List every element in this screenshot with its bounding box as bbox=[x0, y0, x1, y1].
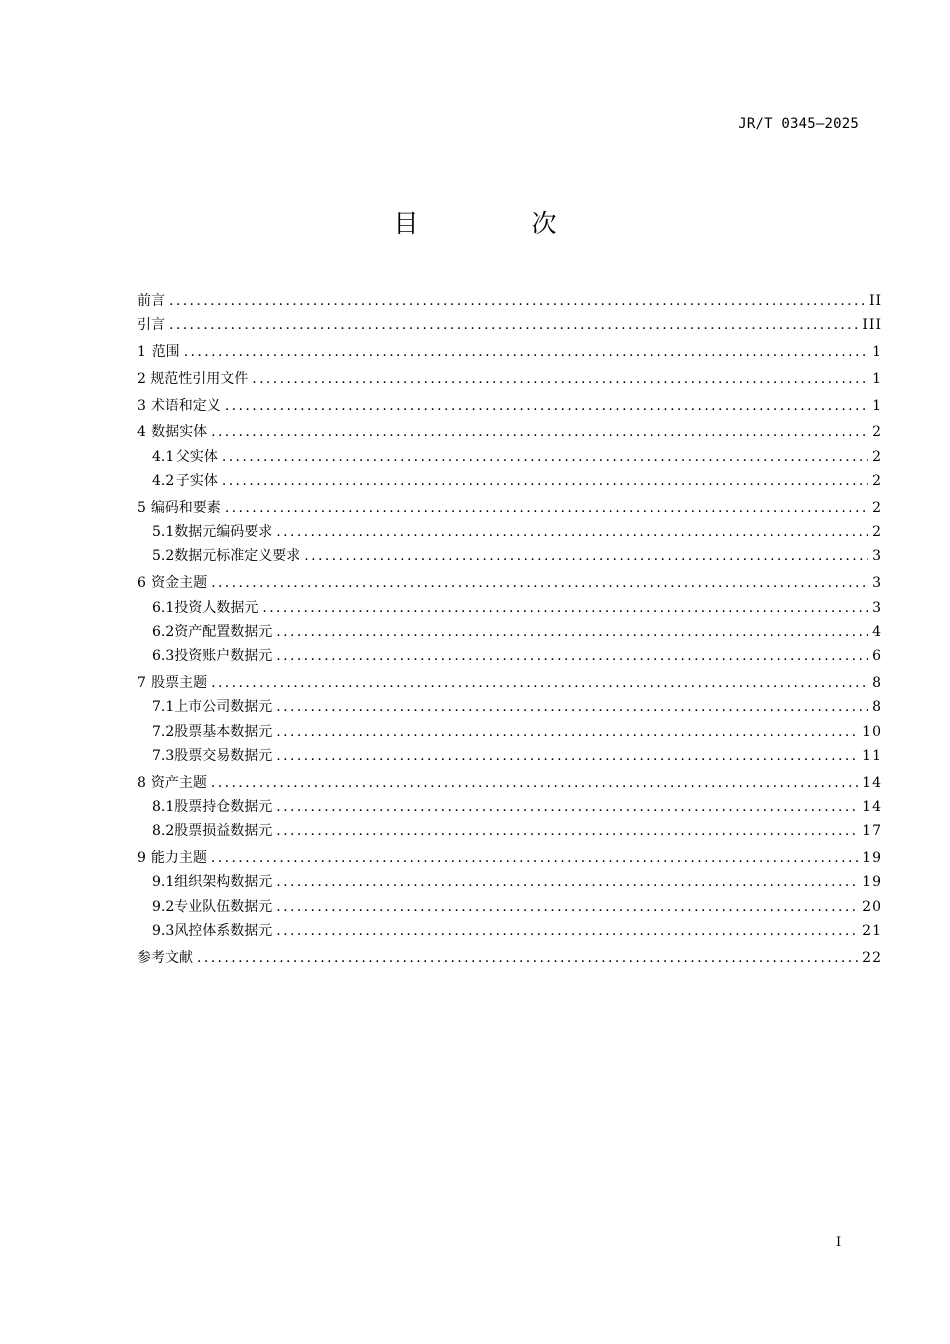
toc-entry-label: 资产配置数据元 bbox=[174, 623, 273, 640]
toc-entry[interactable] bbox=[137, 846, 882, 870]
dot-leader bbox=[276, 720, 858, 744]
toc-entry[interactable] bbox=[137, 469, 882, 493]
dot-leader bbox=[169, 289, 865, 313]
dot-leader bbox=[211, 671, 868, 695]
toc-entry[interactable] bbox=[137, 289, 882, 313]
toc-entry-page: 8 bbox=[872, 699, 882, 716]
toc-entry[interactable] bbox=[137, 946, 882, 970]
toc-entry-label: 组织架构数据元 bbox=[174, 874, 273, 891]
toc-entry[interactable] bbox=[137, 771, 882, 795]
toc-entry-page: 20 bbox=[862, 898, 882, 915]
page-title: 目 次 bbox=[393, 209, 601, 238]
dot-leader bbox=[276, 895, 858, 919]
toc-entry[interactable] bbox=[137, 919, 882, 943]
toc-entry-label: 参考文献 bbox=[137, 949, 193, 966]
toc-entry-page: II bbox=[868, 293, 882, 309]
toc-entry-page: 3 bbox=[872, 575, 882, 592]
dot-leader bbox=[225, 496, 868, 520]
toc-entry-page: 2 bbox=[872, 524, 882, 541]
dot-leader bbox=[276, 819, 858, 843]
toc-entry[interactable] bbox=[137, 571, 882, 595]
dot-leader bbox=[276, 795, 858, 819]
toc-entry[interactable] bbox=[137, 620, 882, 644]
toc-entry-number: 8 bbox=[137, 774, 146, 791]
toc-entry-page: 14 bbox=[862, 798, 882, 815]
toc-entry[interactable] bbox=[137, 544, 882, 568]
toc-entry[interactable] bbox=[137, 520, 882, 544]
dot-leader bbox=[197, 946, 858, 970]
toc-entry-label: 引言 bbox=[137, 317, 165, 334]
dot-leader bbox=[225, 394, 868, 418]
toc-entry[interactable] bbox=[137, 795, 882, 819]
toc-entry-label: 父实体 bbox=[175, 448, 218, 465]
toc-entry-label: 股票主题 bbox=[151, 674, 208, 691]
toc-entry-label: 股票基本数据元 bbox=[174, 723, 273, 740]
toc-entry-label: 数据实体 bbox=[151, 424, 208, 441]
toc-entry-label: 风控体系数据元 bbox=[174, 922, 273, 939]
toc-entry[interactable] bbox=[137, 394, 882, 418]
toc-entry-number: 9.3 bbox=[152, 922, 175, 939]
toc-entry-number: 9.1 bbox=[152, 874, 175, 891]
toc-entry[interactable] bbox=[137, 695, 882, 719]
toc-entry-page: 3 bbox=[872, 599, 882, 616]
toc-entry-number: 7.2 bbox=[152, 723, 175, 740]
toc-entry[interactable] bbox=[137, 445, 882, 469]
toc-entry-number: 9 bbox=[137, 850, 146, 867]
toc-entry-page: 14 bbox=[862, 774, 882, 791]
toc-entry-number: 5.1 bbox=[152, 524, 175, 541]
toc-entry-number: 2 bbox=[137, 370, 146, 387]
toc-entry-label: 股票持仓数据元 bbox=[174, 798, 273, 815]
dot-leader bbox=[276, 744, 858, 768]
toc-entry-label: 股票交易数据元 bbox=[174, 747, 273, 764]
toc-entry-page: 1 bbox=[872, 397, 882, 414]
toc-entry-number: 7.3 bbox=[152, 747, 175, 764]
toc-entry-label: 编码和要素 bbox=[150, 499, 221, 516]
toc-entry-page: 11 bbox=[862, 747, 882, 764]
dot-leader bbox=[276, 919, 858, 943]
toc-entry-number: 9.2 bbox=[152, 898, 175, 915]
dot-leader bbox=[276, 644, 868, 668]
toc-entry[interactable] bbox=[137, 870, 882, 894]
toc-entry-label: 数据元标准定义要求 bbox=[174, 548, 301, 565]
toc-entry-number: 4.1 bbox=[152, 448, 175, 465]
toc-entry-label: 规范性引用文件 bbox=[150, 370, 249, 387]
toc-entry-page: 2 bbox=[872, 499, 882, 516]
dot-leader bbox=[169, 313, 858, 337]
document-code: JR/T 0345—2025 bbox=[738, 116, 859, 132]
toc-entry[interactable] bbox=[137, 720, 882, 744]
toc-entry-page: 8 bbox=[872, 674, 882, 691]
toc-entry-label: 术语和定义 bbox=[150, 397, 221, 414]
dot-leader bbox=[276, 870, 858, 894]
dot-leader bbox=[304, 544, 868, 568]
dot-leader bbox=[222, 445, 868, 469]
toc-entry-label: 资金主题 bbox=[151, 575, 208, 592]
toc-entry-label: 股票损益数据元 bbox=[174, 823, 273, 840]
dot-leader bbox=[211, 771, 858, 795]
toc-entry[interactable] bbox=[137, 671, 882, 695]
page-folio: I bbox=[836, 1235, 842, 1250]
toc-entry-label: 投资人数据元 bbox=[174, 599, 259, 616]
toc-entry-number: 6.1 bbox=[152, 599, 175, 616]
toc-entry[interactable] bbox=[137, 496, 882, 520]
toc-entry-number: 7.1 bbox=[152, 699, 175, 716]
toc-entry-page: 1 bbox=[872, 344, 882, 361]
toc-entry-number: 6 bbox=[137, 575, 146, 592]
toc-entry-page: 19 bbox=[862, 874, 882, 891]
toc-entry[interactable] bbox=[137, 596, 882, 620]
toc-entry-page: 2 bbox=[872, 424, 882, 441]
toc-entry-page: 22 bbox=[862, 949, 882, 966]
toc-entry[interactable] bbox=[137, 420, 882, 444]
toc-entry-number: 4 bbox=[137, 424, 146, 441]
toc-entry-number: 5 bbox=[137, 499, 146, 516]
toc-entry-page: III bbox=[862, 317, 882, 334]
toc-entry[interactable] bbox=[137, 744, 882, 768]
toc-entry-label: 资产主题 bbox=[150, 774, 207, 791]
toc-entry-page: 2 bbox=[872, 448, 882, 465]
toc-entry-number: 5.2 bbox=[152, 548, 175, 565]
toc-entry-label: 上市公司数据元 bbox=[174, 699, 273, 716]
toc-entry-page: 1 bbox=[872, 370, 882, 387]
dot-leader bbox=[184, 340, 868, 364]
toc-entry-number: 8.1 bbox=[152, 798, 175, 815]
toc-entry-page: 19 bbox=[862, 850, 882, 867]
toc-entry-page: 2 bbox=[872, 473, 882, 490]
toc-entry-page: 10 bbox=[862, 723, 882, 740]
toc-entry[interactable] bbox=[137, 895, 882, 919]
toc-entry-label: 前言 bbox=[137, 293, 165, 309]
toc-entry[interactable] bbox=[137, 819, 882, 843]
toc-entry-page: 6 bbox=[872, 648, 882, 665]
toc-entry-number: 6.3 bbox=[152, 648, 175, 665]
toc-entry-number: 4.2 bbox=[152, 473, 175, 490]
toc-entry[interactable] bbox=[137, 313, 882, 337]
dot-leader bbox=[276, 520, 868, 544]
dot-leader bbox=[262, 596, 868, 620]
toc-entry-number: 3 bbox=[137, 397, 146, 414]
dot-leader bbox=[211, 420, 868, 444]
dot-leader bbox=[211, 846, 858, 870]
table-of-contents bbox=[137, 289, 882, 970]
dot-leader bbox=[276, 620, 868, 644]
toc-entry-label: 能力主题 bbox=[150, 850, 207, 867]
toc-entry-page: 21 bbox=[862, 922, 882, 939]
toc-entry-number: 7 bbox=[137, 674, 146, 691]
toc-entry-label: 范围 bbox=[151, 344, 180, 361]
dot-leader bbox=[252, 367, 868, 391]
dot-leader bbox=[222, 469, 868, 493]
toc-entry-page: 3 bbox=[872, 548, 882, 565]
toc-entry-number: 8.2 bbox=[152, 823, 175, 840]
toc-entry-label: 投资账户数据元 bbox=[174, 648, 273, 665]
toc-entry-label: 专业队伍数据元 bbox=[174, 898, 273, 915]
toc-entry[interactable] bbox=[137, 644, 882, 668]
toc-entry-number: 1 bbox=[137, 344, 146, 361]
dot-leader bbox=[211, 571, 868, 595]
toc-entry-label: 数据元编码要求 bbox=[174, 524, 273, 541]
toc-entry-page: 17 bbox=[862, 823, 882, 840]
toc-entry[interactable] bbox=[137, 367, 882, 391]
toc-entry-page: 4 bbox=[872, 623, 882, 640]
toc-entry[interactable] bbox=[137, 340, 882, 364]
dot-leader bbox=[276, 695, 868, 719]
toc-entry-label: 子实体 bbox=[175, 473, 218, 490]
toc-entry-number: 6.2 bbox=[152, 623, 175, 640]
